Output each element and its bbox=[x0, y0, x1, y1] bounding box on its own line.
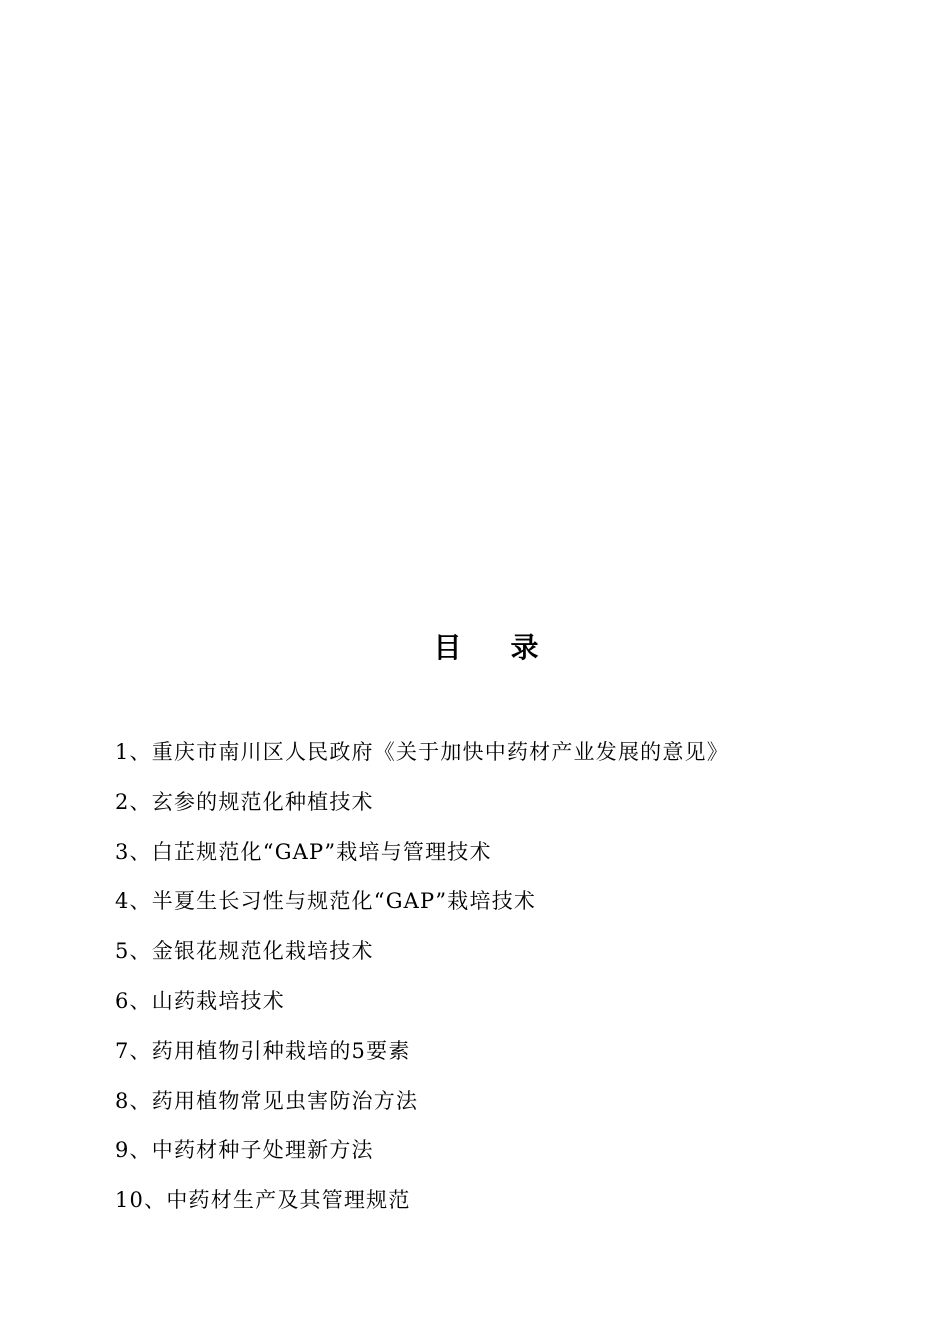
toc-item-6: 6、山药栽培技术 bbox=[115, 988, 285, 1013]
toc-list bbox=[115, 733, 729, 1231]
toc-item-2: 2、玄参的规范化种植技术 bbox=[115, 789, 374, 814]
toc-item-10: 10、中药材生产及其管理规范 bbox=[115, 1188, 411, 1213]
toc-item-3: 3、白芷规范化“GAP”栽培与管理技术 bbox=[115, 839, 492, 864]
toc-item-1: 1、重庆市南川区人民政府《关于加快中药材产业发展的意见》 bbox=[115, 740, 729, 764]
toc-item-7: 7、药用植物引种栽培的5要素 bbox=[115, 1038, 411, 1063]
toc-item-9: 9、中药材种子处理新方法 bbox=[115, 1138, 374, 1163]
toc-item-5: 5、金银花规范化栽培技术 bbox=[115, 939, 374, 964]
toc-title: 目 录 bbox=[433, 631, 541, 664]
toc-item-8: 8、药用植物常见虫害防治方法 bbox=[115, 1088, 419, 1113]
toc-item-4: 4、半夏生长习性与规范化“GAP”栽培技术 bbox=[115, 889, 537, 914]
